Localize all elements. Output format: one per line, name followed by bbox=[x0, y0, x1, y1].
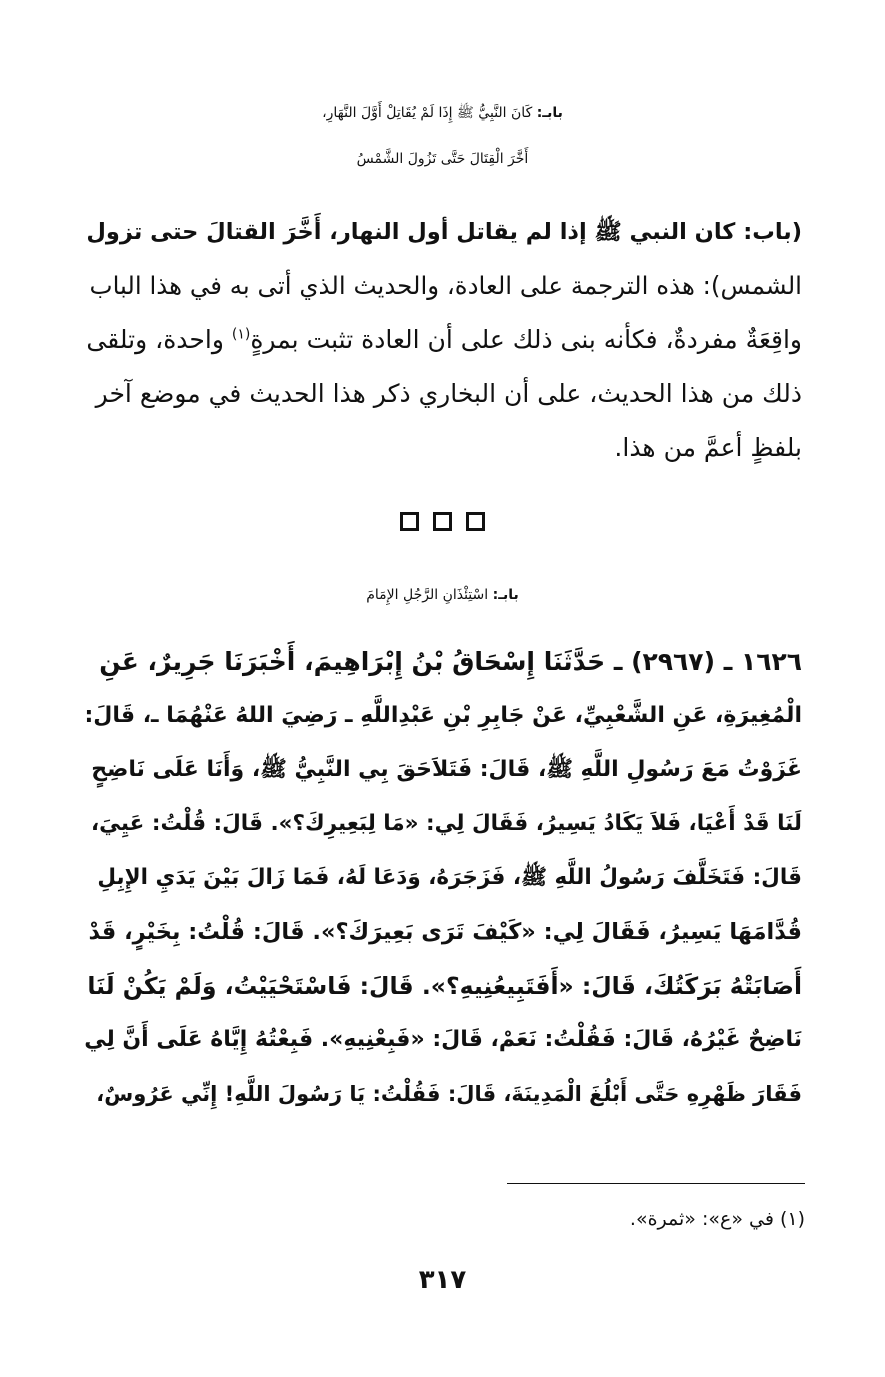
commentary-line-3-text: واقِعَةٌ مفردةٌ، فكأنه بنى ذلك على أن العادة تثبت بمرةٍ bbox=[250, 325, 802, 354]
section-separator bbox=[0, 512, 885, 531]
hadith-line-5: قَالَ: فَتَخَلَّفَ رَسُولُ اللَّهِ ﷺ، فَزَجَرَهُ، وَدَعَا لَهُ، فَمَا زَالَ بَيْنَ يَدَيِ الإِبِلِ bbox=[97, 865, 802, 890]
separator-square-icon bbox=[433, 512, 452, 531]
hadith-line-4: لَنَا قَدْ أَعْيَا، فَلاَ يَكَادُ يَسِيرُ، فَقَالَ لِي: «مَا لِبَعِيرِكَ؟». قَالَ: قُلْتُ: عَيِيَ، bbox=[90, 811, 802, 836]
bab-label: بابـ: bbox=[536, 105, 563, 121]
footnote-divider bbox=[507, 1183, 805, 1184]
hadith-line-7: أَصَابَتْهُ بَرَكَتُكَ، قَالَ: «أَفَتَبِيعُنِيهِ؟». قَالَ: فَاسْتَحْيَيْتُ، وَلَمْ يَكُنْ لَنَا bbox=[87, 972, 802, 1000]
footnote: (١) في «ع»: «ثمرة». bbox=[629, 1208, 805, 1230]
chapter-title-line2: أَخَّرَ الْقِتَالَ حَتَّى تَزُولَ الشَّمْسُ bbox=[356, 151, 529, 167]
separator-square-icon bbox=[400, 512, 419, 531]
bab-label: بابـ: bbox=[492, 587, 519, 603]
footnote-ref: (١) bbox=[231, 326, 251, 343]
commentary-line-3-tail: واحدة، وتلقى bbox=[86, 325, 232, 354]
hadith-line-9: فَقَارَ ظَهْرِهِ حَتَّى أَبْلُغَ الْمَدِينَةَ، قَالَ: فَقُلْتُ: يَا رَسُولَ اللَّهِ! إِنِّي عَرُوسٌ، bbox=[96, 1082, 802, 1106]
separator-square-icon bbox=[466, 512, 485, 531]
hadith-line-8: نَاضِحٌ غَيْرُهُ، قَالَ: فَقُلْتُ: نَعَمْ، قَالَ: «فَبِعْنِيهِ». فَبِعْتُهُ إِيَّاهُ عَلَى أَنَّ لِي bbox=[84, 1027, 802, 1052]
hadith-line-2: الْمُغِيرَةِ، عَنِ الشَّعْبِيِّ، عَنْ جَابِرِ بْنِ عَبْدِاللَّهِ ـ رَضِيَ اللهُ عَنْهُمَا ـ، قَالَ: bbox=[84, 703, 802, 728]
hadith-line-1: ١٦٢٦ ـ (٢٩٦٧) ـ حَدَّثَنَا إِسْحَاقُ بْنُ إِبْرَاهِيمَ، أَخْبَرَنَا جَرِيرٌ، عَنِ bbox=[99, 647, 802, 676]
page-number: ٣١٧ bbox=[418, 1265, 467, 1295]
chapter-heading-1-line2 bbox=[0, 136, 885, 182]
commentary-line-1: (باب: كان النبي ﷺ إذا لم يقاتل أول النهار، أَخَّرَ القتالَ حتى تزول bbox=[86, 219, 802, 245]
commentary-line-5: بلفظٍ أعمَّ من هذا. bbox=[614, 433, 802, 462]
chapter-heading-2 bbox=[0, 572, 885, 618]
commentary-line-4: ذلك من هذا الحديث، على أن البخاري ذكر هذا الحديث في موضع آخر bbox=[95, 379, 802, 408]
commentary-line-3 bbox=[86, 318, 802, 362]
hadith-line-6: قُدَّامَهَا يَسِيرُ، فَقَالَ لِي: «كَيْفَ تَرَى بَعِيرَكَ؟». قَالَ: قُلْتُ: بِخَيْرٍ، قَدْ bbox=[88, 919, 802, 945]
chapter-heading-1 bbox=[0, 90, 885, 136]
chapter-title: اسْتِئْذَانِ الرَّجُلِ الإِمَامَ bbox=[366, 587, 489, 603]
hadith-line-3: غَزَوْتُ مَعَ رَسُولِ اللَّهِ ﷺ، قَالَ: فَتَلاَحَقَ بِي النَّبِيُّ ﷺ، وَأَنَا عَلَى نَاضِحٍ bbox=[91, 757, 802, 782]
chapter-title-line1: كَانَ النَّبِيُّ ﷺ إِذَا لَمْ يُقَاتِلْ أَوَّلَ النَّهَارِ، bbox=[322, 105, 533, 121]
commentary-line-2: الشمس): هذه الترجمة على العادة، والحديث الذي أتى به في هذا الباب bbox=[89, 271, 802, 300]
